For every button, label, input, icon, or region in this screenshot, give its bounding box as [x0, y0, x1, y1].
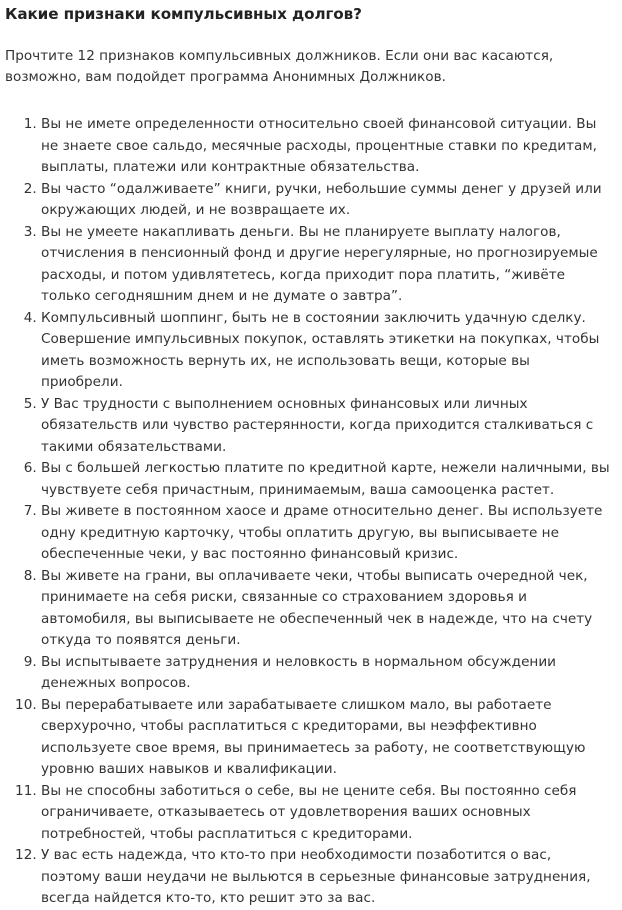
list-item: 9. Вы испытываете затруднения и неловкость в нормальном обсуждении денежных вопросов.: [41, 652, 614, 695]
list-item: 10. Вы перерабатываете или зарабатываете слишком мало, вы работаете сверхурочно, чтобы расплатиться с кредиторами, вы неэффективно используете свое время, вы принимаетесь за работу, не соответствующую уровню ваших навыков и квалификации.: [41, 695, 614, 781]
list-item: 7. Вы живете в постоянном хаосе и драме относительно денег. Вы используете одну кредитную карточку, чтобы оплатить другую, вы выписываете не обеспеченные чеки, у вас постоянно финансовый кризис.: [41, 501, 614, 566]
signs-list: [5, 114, 614, 910]
list-item: 11. Вы не способны заботиться о себе, вы не цените себя. Вы постоянно себя ограничиваете, отказываетесь от удовлетворения ваших основных потребностей, чтобы расплатиться с кредиторами.: [41, 781, 614, 846]
list-item: 4. Компульсивный шоппинг, быть не в состоянии заключить удачную сделку. Совершение импульсивных покупок, оставлять этикетки на покупках, чтобы иметь возможность вернуть их, не использовать вещи, которые вы приобрели.: [41, 308, 614, 394]
list-item: 5. У Вас трудности с выполнением основных финансовых или личных обязательств или чувство растерянности, когда приходится сталкиваться с такими обязательствами.: [41, 394, 614, 459]
list-item: 3. Вы не умеете накапливать деньги. Вы не планируете выплату налогов, отчисления в пенсионный фонд и другие нерегулярные, но прогнозируемые расходы, и потом удивлятетесь, когда приходит пора платить, “живёте только сегодняшним днем и не думате о завтра”.: [41, 222, 614, 308]
list-item: 1. Вы не имете определенности относительно своей финансовой ситуации. Вы не знаете свое сальдо, месячные расходы, процентные ставки по кредитам, выплаты, платежи или контрактные обязательства.: [41, 114, 614, 179]
list-item: 2. Вы часто “одалживаете” книги, ручки, небольшие суммы денег у друзей или окружающих людей, и не возвращаете их.: [41, 179, 614, 222]
list-item: 12. У вас есть надежда, что кто-то при необходимости позаботится о вас, поэтому ваши неудачи не выльются в серьезные финансовые затруднения, всегда найдется кто-то, кто решит это за вас.: [41, 845, 614, 910]
article-intro: Прочтите 12 признаков компульсивных должников. Если они вас касаются, возможно, вам подойдет программа Анонимных Должников.: [5, 48, 554, 85]
article-title: Какие признаки компульсивных долгов?: [5, 5, 362, 23]
list-item: 6. Вы с большей легкостью платите по кредитной карте, нежели наличными, вы чувствуете себя причастным, принимаемым, ваша самооценка растет.: [41, 458, 614, 501]
list-item: 8. Вы живете на грани, вы оплачиваете чеки, чтобы выписать очередной чек, принимаете на себя риски, связанные со страхованием здоровья и автомобиля, вы выписываете не обеспеченный чек в надежде, что на счету откуда то появятся деньги.: [41, 566, 614, 652]
